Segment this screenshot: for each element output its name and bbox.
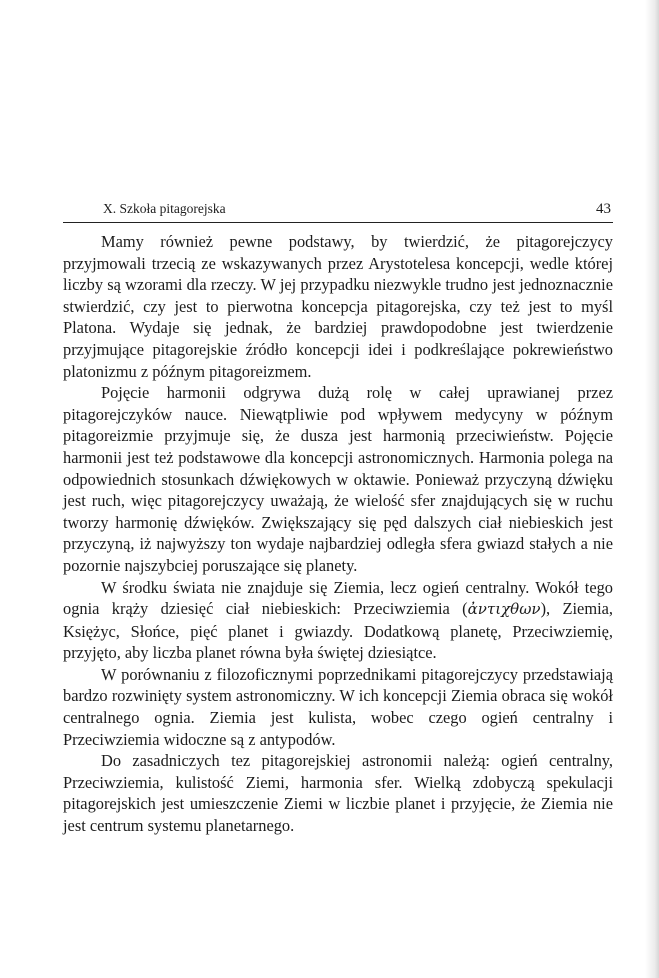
paragraph-4: W porównaniu z filozoficznymi poprzednikami pitagorejczycy przedstawiają bardzo rozwinięty system astronomiczny. W ich koncepcji Ziemia obraca się wokół centralnego ognia. Ziemia jest kulista, wobec czego ogień centralny i Przeciwziemia widoczne są z antypodów. — [63, 664, 613, 749]
paragraph-5: Do zasadniczych tez pitagorejskiej astronomii należą: ogień centralny, Przeciwziemia, kulistość Ziemi, harmonia sfer. Wielką zdobyczą spekulacji pitagorejskich jest umieszczenie Ziemi w liczbie planet i przyjęcie, że Ziemia nie jest centrum systemu planetarnego. — [63, 751, 613, 836]
paragraph-3-text-after: ), Ziemia, Księżyc, Słońce, pięć planet i gwiazdy. Dodatkową planetę, Przeciwziemię, przyjęto, aby liczba planet równa była świętej dziesiątce. — [63, 599, 614, 663]
body-text — [63, 231, 613, 837]
greek-term: ἀντιχθων — [467, 600, 541, 619]
chapter-title: X. Szkoła pitagorejska — [103, 201, 226, 216]
paragraph-2: Pojęcie harmonii odgrywa dużą rolę w całej uprawianej przez pitagorejczyków nauce. Niewątpliwie pod wpływem medycyny w późnym pitagoreizmie przyjmuje się, że dusza jest harmonią przeciwieństw. Pojęcie harmonii jest też podstawowe dla koncepcji astronomicznych. Harmonia polega na odpowiednich stosunkach dźwiękowych w oktawie. Ponieważ przyczyną dźwięku jest ruch, więc pitagorejczycy uważają, że wielość sfer znajdujących się w ruchu tworzy harmonię dźwięków. Zwiększający się pęd dalszych ciał niebieskich jest przyczyną, iż najwyższy ton wydaje najbardziej odległa sfera gwiazd stałych a nie pozornie najszybciej poruszające się planety. — [63, 383, 613, 575]
scan-page-edge — [645, 0, 659, 978]
paragraph-3-text-before: W środku świata nie znajduje się Ziemia, lecz ogień centralny. Wokół tego ognia krąży dziesięć ciał niebieskich: Przeciwziemia ( — [63, 577, 613, 619]
paragraph-1: Mamy również pewne podstawy, by twierdzić, że pitagorejczycy przyjmowali trzecią ze wskazywanych przez Arystotelesa koncepcji, wedle której liczby są wzorami dla rzeczy. W jej przypadku niezwykle trudno jest jednoznacznie stwierdzić, czy jest to pierwotna koncepcja pitagorejska, czy też jest to myśl Platona. Wydaje się jednak, że bardziej prawdopodobne jest twierdzenie przyjmujące pitagorejskie źródło koncepcji idei i podkreślające pokrewieństwo platonizmu z późnym pitagoreizmem. — [63, 232, 613, 381]
book-page — [63, 200, 613, 837]
running-header — [63, 200, 613, 223]
page-number: 43 — [596, 201, 611, 217]
paragraph-3 — [63, 577, 613, 664]
